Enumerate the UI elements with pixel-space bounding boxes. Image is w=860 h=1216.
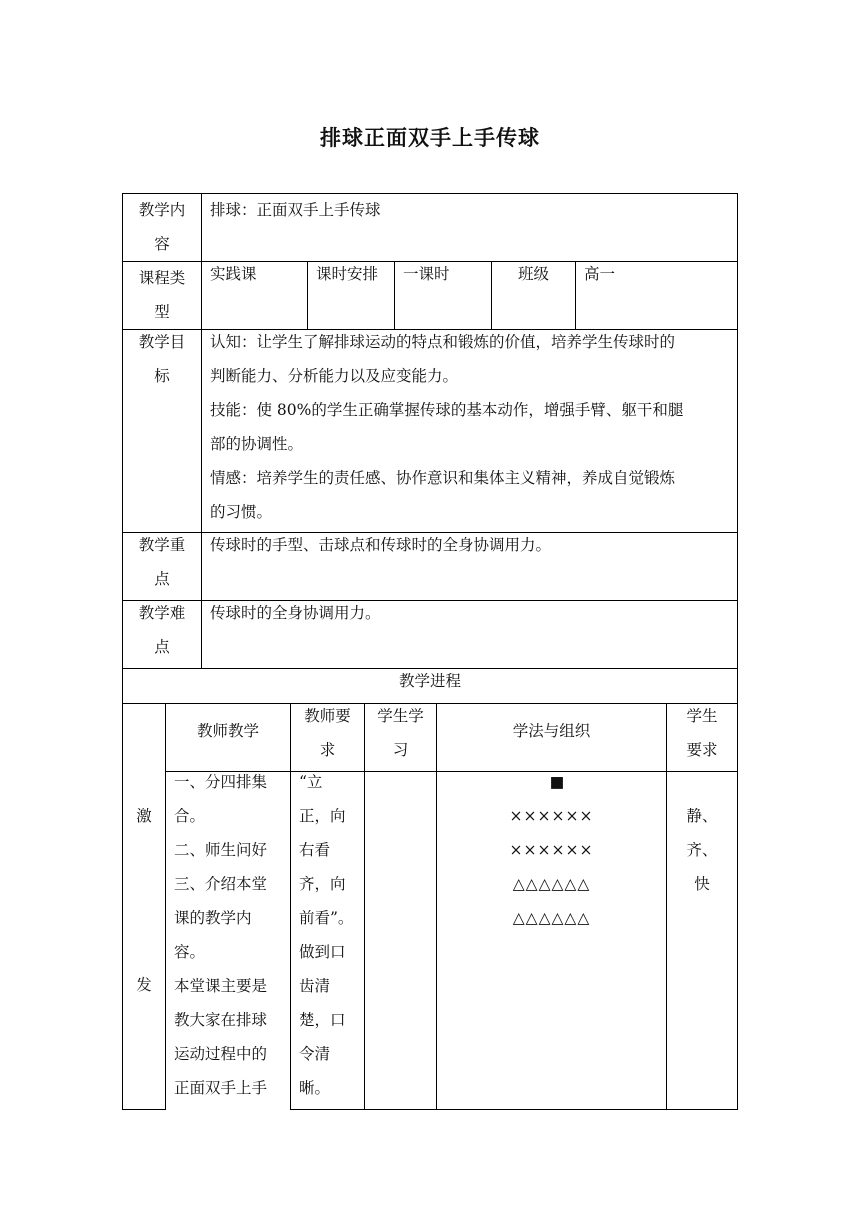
teacher-line: 课的教学内 <box>174 909 252 927</box>
student-req-line: 快 <box>694 875 710 893</box>
teacher-req-line: 正，向 <box>299 807 346 825</box>
key-value: 传球时的手型、击球点和传球时的全身协调用力。 <box>210 536 552 554</box>
student-req-line: 静、 <box>686 807 718 825</box>
col-teacher-req: 教师要 求 <box>304 707 351 759</box>
col-student-req: 学生 要求 <box>686 707 718 759</box>
teacher-line: 本堂课主要是 <box>174 977 268 995</box>
teacher-line: 合。 <box>174 807 206 825</box>
teacher-line: 教大家在排球 <box>174 1011 268 1029</box>
teacher-req-line: 前看”。 <box>299 909 354 927</box>
key-label: 教学重 点 <box>138 536 186 588</box>
schedule-label: 课时安排 <box>316 265 379 283</box>
phase-char: 激 <box>136 807 152 825</box>
teacher-line: 三、介绍本堂 <box>174 875 268 893</box>
student-req-text <box>667 799 737 901</box>
goals-line: 技能：使 80%的学生正确掌握传球的基本动作，增强手臂、躯干和腿 <box>210 401 684 419</box>
content-label: 教学内 容 <box>138 201 186 253</box>
type-label: 课程类 型 <box>138 269 186 321</box>
teacher-line: 二、师生问好 <box>174 841 268 859</box>
teacher-req-line: 楚，口 <box>299 1011 346 1029</box>
teacher-line: 正面双手上手 <box>174 1079 268 1097</box>
teacher-teaching-text <box>174 765 267 1105</box>
goals-line: 认知：让学生了解排球运动的特点和锻炼的价值，培养学生传球时的 <box>210 333 676 351</box>
goals-line: 的习惯。 <box>210 503 273 521</box>
col-method: 学法与组织 <box>512 722 591 740</box>
formation-row: △△△△△△ <box>512 909 591 927</box>
teacher-line: 运动过程中的 <box>174 1045 268 1063</box>
teacher-req-line: 令清 <box>299 1045 331 1063</box>
difficulty-value: 传球时的全身协调用力。 <box>210 604 381 622</box>
difficulty-label: 教学难 点 <box>138 604 186 656</box>
class-value: 高一 <box>584 265 616 283</box>
formation-row: △△△△△△ <box>512 875 591 893</box>
teacher-req-line: 晰。 <box>299 1079 331 1097</box>
student-req-line: 齐、 <box>686 841 718 859</box>
teacher-req-line: 做到口 <box>299 943 346 961</box>
teacher-req-text <box>299 765 353 1105</box>
formation-row: ×××××× <box>509 807 594 825</box>
teacher-req-line: 齿清 <box>299 977 331 995</box>
class-label: 班级 <box>517 265 549 283</box>
col-teacher: 教师教学 <box>196 722 259 740</box>
goals-label: 教学目 标 <box>138 333 186 385</box>
goals-line: 判断能力、分析能力以及应变能力。 <box>210 367 459 385</box>
teacher-req-line: “立 <box>299 773 323 791</box>
type-value: 实践课 <box>210 265 257 283</box>
formation-diagram <box>437 765 666 935</box>
teacher-line: 一、分四排集 <box>174 773 268 791</box>
teacher-req-line: 齐，向 <box>299 875 346 893</box>
page-title: 排球正面双手上手传球 <box>320 125 540 150</box>
phase-char: 发 <box>136 976 152 994</box>
goals-line: 部的协调性。 <box>210 435 304 453</box>
col-student-learning: 学生学 习 <box>377 707 424 759</box>
goals-line: 情感：培养学生的责任感、协作意识和集体主义精神，养成自觉锻炼 <box>210 469 676 487</box>
teacher-marker: ■ <box>549 773 566 791</box>
goals-text <box>210 325 683 529</box>
teacher-line: 容。 <box>174 943 206 961</box>
content-value: 排球：正面双手上手传球 <box>210 201 381 219</box>
formation-row: ×××××× <box>509 841 594 859</box>
teacher-req-line: 右看 <box>299 841 331 859</box>
process-header: 教学进程 <box>398 672 461 690</box>
schedule-value: 一课时 <box>403 265 450 283</box>
